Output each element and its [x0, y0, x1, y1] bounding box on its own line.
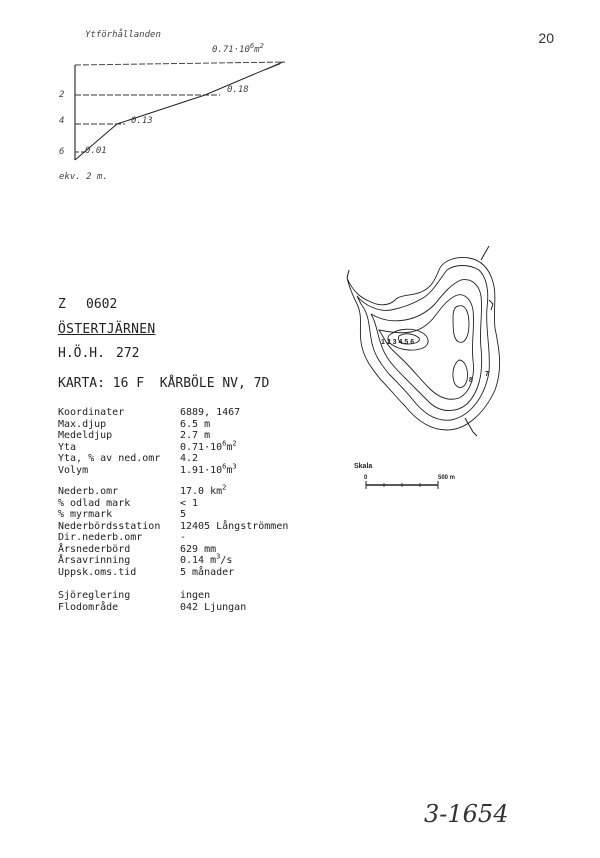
fact-row: Flodområde 042 Ljungan: [58, 601, 247, 613]
curve-value-4: 0.13: [131, 116, 153, 126]
equidistance-note: ekv. 2 m.: [59, 172, 108, 182]
archive-signature: 3-1654: [424, 800, 509, 828]
depth-label-2: 2: [59, 90, 65, 100]
fact-row: Uppsk.oms.tid 5 månader: [58, 566, 235, 578]
depth-labels: 1 2 3 4 5 6: [381, 339, 415, 346]
facts-table-1: [58, 407, 240, 476]
fact-row: Volym $1.91\cdot 10^6m^3$: [58, 462, 237, 476]
bathymetric-map: [335, 240, 515, 445]
fact-row: Årsavrinning 0.14 $m^3/s$: [58, 552, 233, 566]
fact-row: % myrmark 5: [58, 509, 187, 520]
depth-label-4: 4: [59, 116, 65, 126]
scale-zero: 0: [364, 475, 368, 481]
lake-elevation: H.Ö.H. 272: [58, 346, 140, 361]
fact-row: Nederbördsstation 12405 Långströmmen: [58, 520, 289, 532]
depth-label-6: 6: [59, 147, 65, 157]
fact-row: Max.djup 6.5 m: [58, 418, 211, 430]
fact-row: Koordinater 6889, 1467: [58, 407, 241, 418]
map-sheet: KARTA: 16 F KÅRBÖLE NV, 7D: [58, 376, 270, 391]
depth-contour-map: [335, 240, 515, 445]
scale-bar: [354, 475, 474, 495]
lake-name: ÖSTERTJÄRNEN: [58, 322, 156, 337]
facts-table-2: [58, 483, 289, 578]
facts-table-3: [58, 590, 246, 613]
fact-row: % odlad mark < 1: [58, 497, 199, 509]
fact-row: Dir.nederb.omr -: [58, 532, 187, 543]
curve-graphic: [55, 28, 315, 188]
curve-top-value: $0.71\cdot 10^6m^2$: [212, 42, 264, 55]
lake-code: Z 0602: [58, 297, 118, 312]
depth-label-8: 8: [469, 377, 473, 384]
fact-row: Årsnederbörd 629 mm: [58, 543, 217, 555]
fact-row: Sjöreglering ingen: [58, 590, 211, 601]
scale-label: Skala: [354, 463, 373, 470]
area-depth-curve: [55, 28, 315, 188]
page-number: 20: [538, 30, 554, 46]
fact-row: Yta, % av ned.omr 4.2: [58, 453, 199, 464]
fact-row: Nederb.omr 17.0 $km^2$: [58, 483, 227, 497]
fact-row: Medeldjup 2.7 m: [58, 430, 211, 441]
curve-title: Ytförhållanden: [85, 30, 161, 40]
fact-row: Yta $0.71\cdot 10^6m^2$: [58, 439, 237, 453]
curve-value-6: 0.01: [85, 146, 107, 156]
scale-end: 500 m: [438, 475, 456, 481]
curve-value-2: 0.18: [227, 85, 249, 95]
depth-label-7: 7: [485, 371, 489, 378]
scale-bar-graphic: [354, 475, 474, 495]
